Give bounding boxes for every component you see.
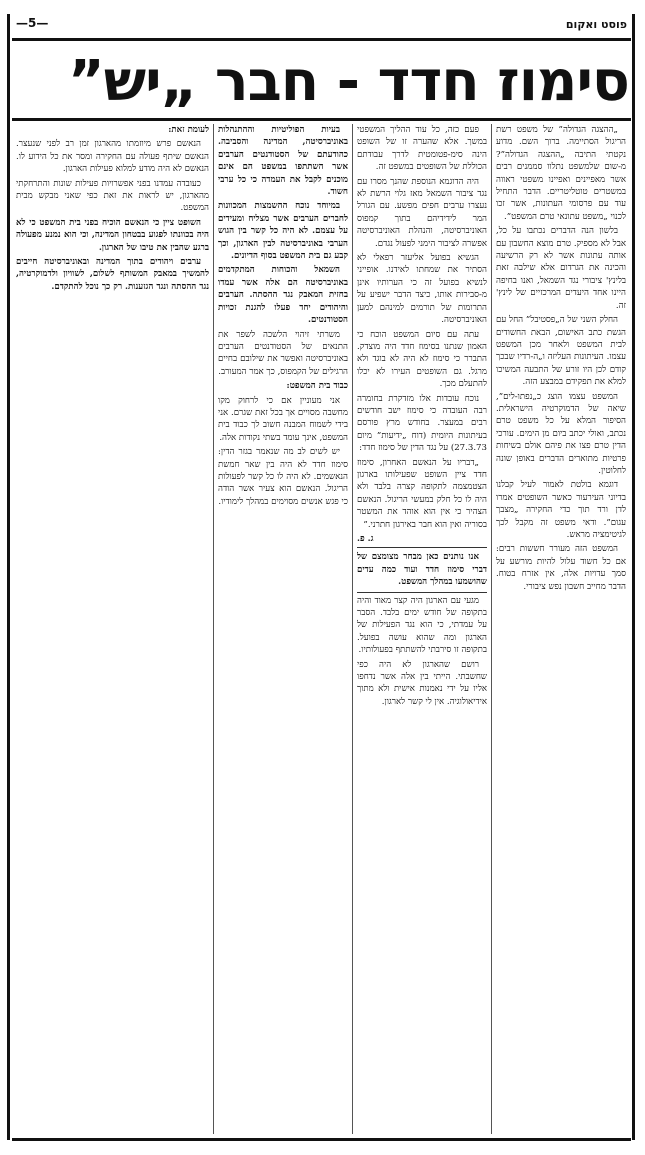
paragraph: בעיות הפוליטיות וההתנהלות באוניברסיטה, המדינה והסביבה. כהודעתם של הסטודנטים הערבים אשר השתתפו במשפט הם אינם מוכנים לקבל את העמדה כי כל ערבי חשוד. [218, 125, 348, 198]
article-headline: סימוז חדד - חבר „יש” [67, 50, 629, 114]
page-number: —5— [16, 16, 49, 30]
paragraph: הגשיא בפועל אליעזר רפאלי לא הסתיר את שמחתו לאידנו. אופייני לנשיא בפועל זה כי הערותיו אינן מ-סבירות אותו, כיצד הדבר ישפיע על התרומות של תורמים למינהם למען האוניברסיטה. [357, 253, 487, 326]
column-divider [213, 124, 214, 1134]
paragraph: עתה עם סיום המשפט הוכח כי האמון שנתנו בסימוז חדד היה מוצדק. התברר כי סימוז לא היה לא בוגד ולא מרגל. גם השופטים העירו לא יכלו להתעלם מכך. [357, 329, 487, 390]
paragraph: אני מעוניין אם כי לרחוק מקו מחשבה מסויים אך בכל זאת שגרם. אני בידי לשמוח המבנה חשוב לך כבוד בית המשפט, אינך עומד בשתי נקודות אלה. [218, 395, 348, 443]
publication-name: פוסט ואקום [565, 18, 627, 31]
paragraph: מגעי עם הארגון היה קצר מאוד והיה בתקופה של חודש ימים בלבד. הסבר על עמדתי, כי הוא נגד הפעילות של הארגון ומה שהוא עושה בפועל. בתקופה זו סירבתי להשתתף בפעולותיו. [357, 595, 487, 656]
paragraph: החלק השני של ה„פסטיבל” החל עם הגשת כתב האישום, הבאת החשודים לבית המשפט ולאחר מכן המשפט עצמו. העיתונות העליזה ו„ה-רדיו שבכך קודם לכן היו זורע של התבעה המשיכו למלא את תפקידם במבצע הזה. [496, 315, 626, 388]
paragraph: כעובדה עמדנו בפני אפשרויות פעילות שונות והתרחקתי מהארגון, יש לראות את זאת כפי שאני מבקש מבית המשפט. [16, 178, 209, 214]
author-signature: ג. פ. [357, 534, 374, 544]
paragraph: במיוחד נוכח ההשמצות המכוונות לחברים הערבים אשר מצליח ומעידים על עצמם. לא היה כל קשר בין הגוש הערבי באוניברסיטה לבין הארגון, וכך קבע גם בית המשפט בסוף הדיונים. [218, 201, 348, 262]
paragraph: נוכח עובדות אלו מזדקרת בחומרה רבה העובדה כי סימוז ישב חודשים רבים במעצר. בחודש מרץ פורסם בעיתונות היומית (דוח „ידיעות” מיום 27.3.73) על נגד הדין של סימוז חדד: [357, 393, 487, 454]
page-header [12, 18, 631, 41]
paragraph: בלשון הנה הדברים נכתבו על כל, אבל לא מספיק. טרם מוצא החשבון עם אותה עתונות אשר לא רק הרשיעה והכינה את הגרדום אלא שילבה זאת בלינץ' ציבורי נגד השמאל, ואנו בחיפה היינו אחד היעדים המרכזיים של לינץ' זה. [496, 226, 626, 311]
paragraph: השמאל והכוחות המתקדמים באוניברסיטה הם אלה אשר עמדו בחזית המאבק נגד ההסתה. הערבים והיהודים יחד פעלו להגנת זכויות הסטודנטים. [218, 265, 348, 326]
page-border-right [632, 14, 635, 1140]
paragraph: המשפט עצמו הוצג כ„נפתו-לים”, שיאה של הדמוקרטיה הישראלית. הסיפור המלא על כל משפט טרם נכתב, ואולי יכתב ביום מן הימים. עורכי הדין טרם פצו את פיהם אולם בשיחות פרטיות מתוארים הדברים באופן שונה לחלוטין. [496, 391, 626, 476]
paragraph: ערבים ויהודים בתוך המדינה ובאוניברסיטה חייבים להמשיך במאבק המשותף לשלום, לשוויון ולדמוקרטיה, נגד ההסתה ונגד הגזענות. רק כך נוכל להתקדם. [16, 257, 209, 292]
subheading: כבוד בית המשפט: [286, 381, 348, 392]
column-3 [218, 124, 348, 1134]
paragraph: דוגמא בולטת לאמור לעיל קבלנו בדיוני העירעור כאשר השופטים אמרו לדן ורד תוך כדי החקירה „מצבך עגום”. ודאי משפט זה מקבל לכך לגיטימציה מראש. [496, 480, 626, 540]
paragraph: הנאשם פרש מיוזמתו מהארגון זמן רב לפני שנעצר. הנאשם שיתף פעולה עם החקירה ומסר את כל הידוע לו. הנאשם לא היה מודע למלוא פעילות הארגון. [16, 139, 209, 175]
boxed-intro: אנו נותנים כאן מבחר מצומצם של דברי סימוז חדד ועוד כמה עדים שהושמעו במהלך המשפט. [357, 547, 487, 592]
subheading: לעומת זאת: [168, 125, 209, 135]
paragraph: „ההצגה הגדולה” של משפט רשת הריגול הסתיימה. ברוך השם. מדוע נקטתי התיבה „ההצגה הגדולה”? מ-שום שלמשפט נתלוו סממנים רבים אשר מאפיינים ואפיינו משפטי ראווה במשטרים טוטליטריים. הדבר התחיל עוד עם פרסומי העתונות, אשר זכו לכנוי „משפט עתונאי טרם המשפט”. [496, 125, 626, 222]
column-1 [496, 124, 626, 1134]
page-border-left [7, 14, 10, 1140]
bottom-rule [12, 1138, 631, 1141]
quote-paragraph: „דבריו על הנאשם האחרון, סימוז חדד ציין השופט שפעילותו בארגון הצטמצמה לתקופה קצרה בלבד ולא היה לו כל חלק במעשי הריגול. הנאשם הצהיר כי אין הוא אוהד את המשטר בסוריה ואין הוא חבר באירגון חתרני.” [357, 457, 487, 530]
paragraph: המשפט הזה מעורר חששות רבים: אם כל חשוד עלול להיות מורשע על סמך עדויות אלה, אין אזרח בטוח. הדבר מחייב חשבון נפש ציבורי. [496, 544, 626, 592]
paragraph: משרתי זיהוי הלשכה לשפר את התנאים של הסטודנטים הערבים באוניברסיטה ואפשר את שילובם בחיים הרגילים של הקמפוס, כך אמר המעורב. [218, 329, 348, 377]
paragraph: יש לשים לב מה שנאמר בגזר הדין: סימוז חדד לא היה בין שאר חמשת הנאשמים. לא היה לו כל קשר לפעולות הריגול. הנאשם הוא צעיר אשר הודה כי פגש אנשים מסוימים במהלך לימודיו. [218, 447, 348, 507]
headline-rule [12, 118, 631, 121]
paragraph: רושם שהארגון לא היה כפי שחשבתי. הייתי בין אלה אשר נדחפו אליו על ידי נאמנות אישית ולא מתוך אידיאולוגיה. אין לי קשר לארגון. [357, 659, 487, 707]
column-divider [491, 124, 492, 1134]
paragraph: השופט ציין כי הנאשם הוכיח בפני בית המשפט כי לא היה בכוונתו לפגוע בבטחון המדינה, וכי הוא נמנע מפעולה ברגע שהבין את טיבו של הארגון. [16, 217, 209, 253]
article-body [16, 124, 626, 1134]
paragraph: פעם כזה, כל עוד ההליך המשפטי במשך. אלא שהערה זו של השופט הינה סימ-פטומטית לדרך עבודתם הכוללת של השופטים במשפט זה. [357, 125, 487, 173]
paragraph: היה הדוגמא הנוספת שהנך מסרו עם נגד ציבור השמאל מאז גלוי הרשת לא נעצרו ערבים חפים מפשע. עם הגורל המר לידידיהם בתוך קמפוס האוניברסיטה, והנהלת האוניברסיטה אפשרה לציבור הימני לפעול נגדם. [357, 176, 487, 249]
column-divider [352, 124, 353, 1134]
column-4 [16, 124, 209, 1134]
column-2 [357, 124, 487, 1134]
